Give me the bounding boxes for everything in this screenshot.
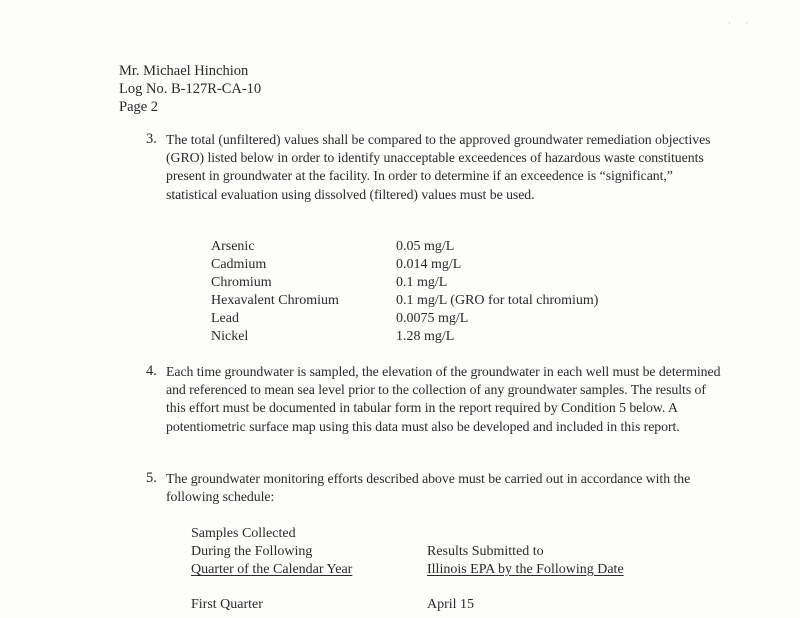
constituent-name: Hexavalent Chromium [211,293,339,308]
item-text: The total (unfiltered) values shall be compared to the approved groundwater remediation objectives (GRO) listed below in order to identify unacceptable exceedences of hazardous waste constituents present in groundwater at the facility. In order to determine if an exceedence is “significant,” statistical evaluation using dissolved (filtered) values must be used. [166,132,711,202]
constituent-name: Nickel [211,329,249,344]
constituent-name: Arsenic [211,239,255,254]
table-row [211,238,598,256]
table-row [211,274,598,292]
schedule-header-line: Results Submitted to [427,544,544,559]
constituent-value: 0.1 mg/L (GRO for total chromium) [396,293,599,308]
constituent-value: 0.014 mg/L [396,257,462,272]
constituent-value: 0.05 mg/L [396,239,455,254]
schedule-header-line: Samples Collected [191,526,296,541]
constituent-name: Lead [211,311,239,326]
gro-table [211,238,598,346]
page-number: Page 2 [119,99,159,115]
item-text: Each time groundwater is sampled, the elevation of the groundwater in each well must be determined and referenced to mean sea level prior to the collection of any groundwater samples. The results of this effort must be documented in tabular form in the report required by Condition 5 below. A potentiometric surface map using this data must also be developed and included in this report. [166,364,721,434]
table-row [211,310,598,328]
schedule-header-line: During the Following [191,544,313,559]
constituent-value: 0.1 mg/L [396,275,448,290]
log-number: Log No. B-127R-CA-10 [119,81,262,97]
constituent-name: Cadmium [211,257,267,272]
schedule-header-line: Illinois EPA by the Following Date [427,562,624,577]
schedule-left-header [191,525,352,579]
condition-5 [146,470,726,506]
item-number: 5. [146,470,157,486]
constituent-name: Chromium [211,275,272,290]
scan-specks: · · [728,18,755,28]
schedule-right-header [427,543,624,579]
condition-3 [146,131,726,204]
item-text: The groundwater monitoring efforts described above must be carried out in accordance with the following schedule: [166,471,691,505]
item-number: 3. [146,131,157,147]
table-row [211,292,598,310]
schedule-date: April 15 [427,597,475,612]
table-row [211,256,598,274]
schedule-quarter: First Quarter [191,597,263,612]
letter-header [119,62,261,116]
table-row [211,328,598,346]
constituent-value: 1.28 mg/L [396,329,455,344]
item-number: 4. [146,363,157,379]
condition-4 [146,363,726,436]
schedule-header-line: Quarter of the Calendar Year [191,562,353,577]
constituent-value: 0.0075 mg/L [396,311,469,326]
recipient-name: Mr. Michael Hinchion [119,63,249,79]
